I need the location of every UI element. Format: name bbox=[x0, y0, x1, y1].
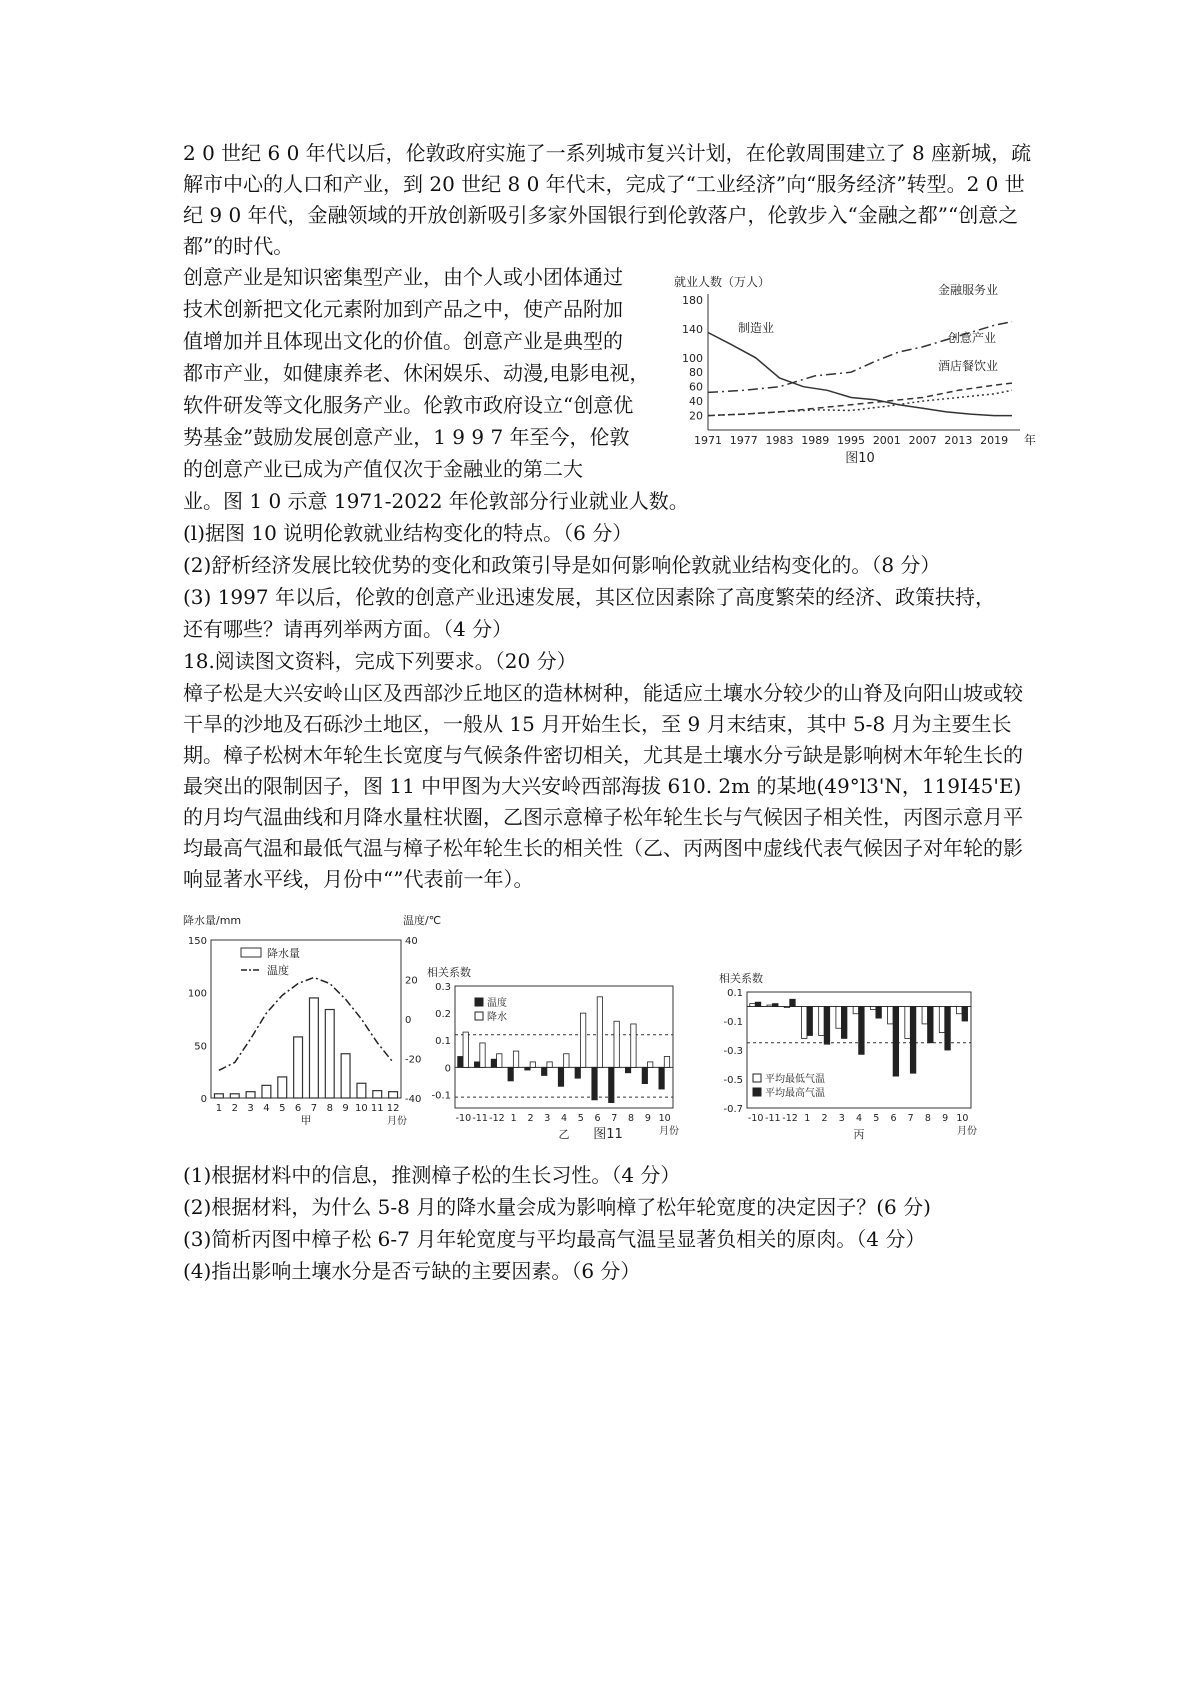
x-tick-label: 5 bbox=[279, 1103, 286, 1114]
correlation-bar bbox=[773, 1004, 779, 1007]
correlation-bar bbox=[614, 1021, 619, 1067]
correlation-bar bbox=[625, 1067, 630, 1072]
series-label: 创意产业 bbox=[948, 331, 997, 345]
correlation-bar bbox=[859, 1007, 865, 1055]
correlation-bar bbox=[664, 1056, 669, 1067]
correlation-bar bbox=[580, 1013, 585, 1067]
series-line-3 bbox=[708, 390, 1012, 415]
figure-caption: 图10 bbox=[845, 451, 875, 466]
correlation-bar bbox=[939, 1007, 945, 1033]
creative-line: 技术创新把文化元素附加到产品之中，使产品附加 bbox=[183, 297, 623, 321]
y-tick-label: -0.3 bbox=[723, 1046, 743, 1057]
correlation-bar bbox=[910, 1007, 916, 1074]
precipitation-bar bbox=[246, 1092, 255, 1098]
figure-10-employment-chart bbox=[672, 272, 1044, 492]
correlation-bar bbox=[648, 1062, 653, 1067]
x-tick-label: 2 bbox=[527, 1113, 534, 1124]
correlation-bar bbox=[542, 1067, 547, 1075]
y-axis-label: 就业人数（万人） bbox=[674, 275, 771, 289]
correlation-bar bbox=[491, 1059, 496, 1067]
precipitation-bar bbox=[262, 1085, 271, 1098]
x-tick-label: 10 bbox=[658, 1113, 671, 1124]
q18-question: (4)指出影响土壤水分是否亏缺的主要因素。（6 分） bbox=[183, 1259, 641, 1283]
sub-caption: 乙 bbox=[558, 1128, 570, 1141]
y-right-tick: -40 bbox=[405, 1094, 422, 1105]
correlation-bar bbox=[480, 1043, 485, 1067]
q17-item: (2)舒析经济发展比较优势的变化和政策引导是如何影响伦敦就业结构变化的。（8 分） bbox=[183, 553, 941, 577]
q17-item: 还有哪些？请再列举两方面。（4 分） bbox=[183, 617, 513, 641]
x-tick-label: 1983 bbox=[765, 434, 794, 447]
legend-swatch bbox=[475, 998, 483, 1006]
precipitation-bar bbox=[294, 1037, 303, 1098]
creative-line: 都市产业，如健康养老、休闲娱乐、动漫,电影电视， bbox=[183, 361, 650, 385]
y-tick-label: -0.1 bbox=[431, 1090, 451, 1102]
x-tick-label: 10 bbox=[355, 1103, 368, 1114]
q18-paragraph: 樟子松是大兴安岭山区及西部沙丘地区的造林树种，能适应土壤水分较少的山脊及向阳山坡或较干旱的沙地及石砾沙土地区，一般从 15 月开始生长，至 9 月末结束，其中 5-8 月为主要生长期。樟子松树木年轮生长宽度与气候条件密切相关，尤其是土壤水分亏缺是影响树木年轮生长的最突出的限制因子，图 11 中甲图为大兴安岭西部海拔 610. 2m 的某地(49°l3'N，119I45'E)的月均气温曲线和月降水量柱状圈，乙图示意樟子松年轮生长与气候因子相关性，丙图示意月平均最高气温和最低气温与樟子松年轮生长的相关性（乙、丙两图中虚线代表气候因子对年轮的影响显著水平线，月份中“”代表前一年）。 bbox=[183, 681, 1023, 891]
x-tick-label: 10 bbox=[956, 1113, 969, 1124]
x-tick-label: 3 bbox=[247, 1103, 254, 1114]
legend-swatch bbox=[475, 1012, 483, 1020]
x-tick-label: 2019 bbox=[980, 434, 1009, 447]
y-tick-label: 0 bbox=[444, 1063, 451, 1075]
y-tick-label: 0.1 bbox=[435, 1036, 451, 1048]
precipitation-bar bbox=[357, 1083, 366, 1098]
q18-question: (1)根据材料中的信息，推测樟子松的生长习性。（4 分） bbox=[183, 1163, 681, 1187]
correlation-bar bbox=[962, 1007, 968, 1022]
correlation-bar bbox=[525, 1067, 530, 1070]
x-tick-label: 9 bbox=[342, 1103, 349, 1114]
y-right-tick: 0 bbox=[405, 1015, 412, 1026]
x-tick-label: 1989 bbox=[801, 434, 830, 447]
correlation-bar bbox=[784, 1007, 790, 1008]
correlation-bar bbox=[945, 1007, 951, 1051]
y-tick-label: 80 bbox=[689, 366, 703, 380]
x-tick-label: 2007 bbox=[908, 434, 937, 447]
x-tick-label: 7 bbox=[310, 1103, 318, 1114]
y-tick-label: 40 bbox=[689, 395, 703, 409]
correlation-bar bbox=[957, 1007, 963, 1014]
correlation-bar bbox=[508, 1067, 513, 1081]
correlation-bar bbox=[876, 1007, 882, 1019]
x-tick-label: 11 bbox=[370, 1103, 384, 1114]
correlation-bar bbox=[767, 1005, 773, 1006]
correlation-bar bbox=[642, 1067, 647, 1083]
correlation-bar bbox=[463, 1032, 468, 1067]
y-tick-label: 0.3 bbox=[435, 982, 451, 993]
intro-paragraph: 2 0 世纪 6 0 年代以后，伦敦政府实施了一系列城市复兴计划，在伦敦周围建立了 8 座新城，疏解市中心的人口和产业，到 20 世纪 8 0 年代末，完成了“工业经济”向“服务经济”转型。2 0 世纪 9 0 年代，金融领域的开放创新吸引多家外国银行到伦敦落户，伦敦步入“金融之都”“创意之都”的时代。 bbox=[183, 141, 1032, 258]
plot-frame bbox=[211, 940, 401, 1098]
correlation-bar bbox=[790, 999, 796, 1006]
y-tick-label: 180 bbox=[682, 294, 703, 307]
correlation-bar bbox=[564, 1054, 569, 1068]
y-tick-label: 140 bbox=[682, 322, 703, 336]
legend-label: 平均最高气温 bbox=[765, 1088, 825, 1099]
x-tick-label: 12 bbox=[386, 1103, 400, 1114]
y-left-tick: 50 bbox=[194, 1041, 207, 1053]
x-tick-label: 7 bbox=[611, 1113, 618, 1124]
precipitation-bar bbox=[389, 1092, 398, 1098]
x-tick-label: 8 bbox=[326, 1103, 333, 1114]
correlation-bar bbox=[819, 1007, 825, 1036]
y-tick-label: -0.7 bbox=[723, 1104, 743, 1115]
x-tick-label: -10 bbox=[455, 1113, 472, 1124]
y-tick-label: -0.1 bbox=[723, 1017, 743, 1028]
y-right-tick: 40 bbox=[405, 936, 418, 947]
correlation-bar bbox=[905, 1007, 911, 1039]
precipitation-bar bbox=[325, 1010, 334, 1098]
y-right-label: 温度/℃ bbox=[403, 914, 442, 927]
y-axis-label: 相关系数 bbox=[719, 972, 763, 985]
correlation-bar bbox=[801, 1007, 807, 1039]
precipitation-bar bbox=[373, 1091, 382, 1098]
y-right-tick: -20 bbox=[405, 1054, 422, 1066]
sub-caption: 甲 bbox=[300, 1114, 312, 1127]
correlation-bar bbox=[893, 1007, 899, 1077]
x-tick-label: 3 bbox=[544, 1113, 551, 1124]
x-tick-label: 5 bbox=[873, 1113, 880, 1124]
precipitation-bar bbox=[341, 1054, 350, 1098]
creative-line: 创意产业是知识密集型产业，由个人或小团体通过 bbox=[183, 265, 623, 289]
temperature-line bbox=[219, 978, 393, 1071]
y-tick-label: 20 bbox=[689, 409, 703, 423]
correlation-bar bbox=[609, 1067, 614, 1102]
x-tick-label: -12 bbox=[489, 1113, 505, 1124]
correlation-bar bbox=[592, 1067, 597, 1100]
correlation-bar bbox=[547, 1062, 552, 1067]
q18-question: (3)简析丙图中樟子松 6-7 月年轮宽度与平均最高气温呈显著负相关的原肉。（4 分） bbox=[183, 1227, 926, 1251]
x-tick-label: 2 bbox=[821, 1113, 828, 1124]
creative-line: 值增加并且体现出文化的价值。创意产业是典型的 bbox=[183, 329, 623, 353]
x-axis-label: 月份 bbox=[387, 1116, 407, 1127]
precipitation-bar bbox=[309, 998, 318, 1098]
y-left-tick: 0 bbox=[200, 1094, 207, 1105]
x-tick-label: 6 bbox=[890, 1113, 897, 1124]
y-left-label: 降水量/mm bbox=[183, 914, 242, 927]
x-tick-label: -10 bbox=[747, 1113, 764, 1124]
y-tick-label: -0.5 bbox=[723, 1075, 743, 1086]
x-tick-label: 1 bbox=[215, 1103, 223, 1114]
correlation-bar bbox=[870, 1007, 876, 1010]
precipitation-bar bbox=[278, 1077, 287, 1098]
x-tick-label: 3 bbox=[838, 1113, 845, 1124]
x-tick-label: 9 bbox=[644, 1113, 651, 1124]
correlation-bar bbox=[530, 1062, 535, 1067]
series-label: 制造业 bbox=[738, 321, 775, 335]
y-tick-label: 60 bbox=[689, 380, 703, 394]
figure-caption: 图11 bbox=[593, 1127, 623, 1142]
correlation-bar bbox=[807, 1007, 813, 1036]
correlation-bar bbox=[575, 1067, 580, 1078]
x-axis-label: 月份 bbox=[659, 1126, 679, 1137]
x-tick-label: 4 bbox=[855, 1113, 863, 1124]
q17-item: (3) 1997 年以后，伦敦的创意产业迅速发展，其区位因素除了高度繁荣的经济、政策扶持， bbox=[183, 585, 995, 609]
correlation-bar bbox=[497, 1054, 502, 1068]
correlation-bar bbox=[558, 1067, 563, 1086]
correlation-bar bbox=[824, 1007, 830, 1045]
series-line-2 bbox=[708, 383, 1012, 416]
correlation-bar bbox=[841, 1007, 847, 1039]
q17-item: (l)据图 10 说明伦敦就业结构变化的特点。（6 分） bbox=[183, 521, 633, 545]
legend-label: 降水 bbox=[487, 1012, 507, 1023]
x-axis-label: 月份 bbox=[957, 1126, 977, 1137]
legend-label: 温度 bbox=[487, 998, 507, 1009]
figure-11-climate-charts bbox=[183, 912, 1033, 1142]
series-label: 金融服务业 bbox=[938, 283, 999, 297]
q18-question: (2)根据材料，为什么 5-8 月的降水量会成为影响樟了松年轮宽度的决定因子？(6 分) bbox=[183, 1195, 931, 1219]
x-tick-label: 6 bbox=[594, 1113, 601, 1124]
correlation-bar bbox=[836, 1007, 842, 1029]
x-tick-label: 2 bbox=[231, 1103, 238, 1114]
legend-swatch bbox=[753, 1074, 761, 1082]
y-right-tick: 20 bbox=[405, 975, 418, 987]
precipitation-bar bbox=[230, 1094, 239, 1098]
x-axis-label: 年 bbox=[1024, 433, 1037, 447]
series-label: 酒店餐饮业 bbox=[938, 359, 999, 373]
x-tick-label: 1971 bbox=[694, 434, 722, 447]
x-tick-label: 2013 bbox=[944, 434, 973, 447]
x-tick-label: 2001 bbox=[872, 434, 901, 447]
x-tick-label: 1 bbox=[510, 1113, 517, 1124]
creative-line: 业。图 1 0 示意 1971-2022 年伦敦部分行业就业人数。 bbox=[183, 489, 689, 513]
y-left-tick: 150 bbox=[187, 936, 207, 947]
correlation-bar bbox=[458, 1056, 463, 1067]
y-axis-label: 相关系数 bbox=[427, 966, 471, 979]
legend-label: 温度 bbox=[267, 964, 289, 977]
legend-swatch bbox=[753, 1088, 761, 1096]
x-tick-label: -11 bbox=[765, 1113, 781, 1124]
y-tick-label: 0.2 bbox=[435, 1009, 451, 1021]
y-left-tick: 100 bbox=[187, 988, 207, 1000]
correlation-bar bbox=[922, 1007, 928, 1024]
creative-line: 势基金”鼓励发展创意产业，1 9 9 7 年至今，伦敦 bbox=[183, 425, 630, 449]
correlation-bar bbox=[888, 1007, 894, 1024]
precipitation-bar bbox=[214, 1094, 223, 1098]
correlation-bar bbox=[750, 1004, 756, 1007]
x-tick-label: 5 bbox=[577, 1113, 584, 1124]
sub-caption: 丙 bbox=[853, 1128, 865, 1141]
x-tick-label: 7 bbox=[907, 1113, 914, 1124]
legend-bar-swatch bbox=[241, 948, 261, 957]
x-tick-label: -11 bbox=[472, 1113, 488, 1124]
legend-label: 降水量 bbox=[267, 947, 300, 960]
x-tick-label: 8 bbox=[628, 1113, 635, 1124]
x-tick-label: 4 bbox=[560, 1113, 568, 1124]
legend-label: 平均最低气温 bbox=[765, 1074, 825, 1085]
x-tick-label: 1 bbox=[804, 1113, 811, 1124]
x-tick-label: 8 bbox=[924, 1113, 931, 1124]
correlation-bar bbox=[474, 1062, 479, 1067]
correlation-bar bbox=[928, 1007, 934, 1043]
correlation-bar bbox=[513, 1051, 518, 1067]
x-tick-label: 1977 bbox=[729, 434, 758, 447]
x-tick-label: 1995 bbox=[837, 434, 866, 447]
x-tick-label: 6 bbox=[294, 1103, 302, 1114]
correlation-bar bbox=[631, 1024, 636, 1067]
x-tick-label: -12 bbox=[782, 1113, 798, 1124]
y-tick-label: 100 bbox=[682, 351, 703, 365]
x-tick-label: 4 bbox=[263, 1103, 270, 1114]
creative-line: 的创意产业已成为产值仅次于金融业的第二大 bbox=[183, 457, 583, 481]
y-tick-label: 0.1 bbox=[727, 988, 743, 999]
q18-title: 18.阅读图文资料，完成下列要求。（20 分） bbox=[183, 649, 577, 673]
correlation-bar bbox=[853, 1007, 859, 1014]
x-tick-label: 9 bbox=[942, 1113, 949, 1124]
creative-line: 软件研发等文化服务产业。伦敦市政府设立“创意优 bbox=[183, 393, 634, 417]
correlation-bar bbox=[659, 1067, 664, 1089]
correlation-bar bbox=[597, 997, 602, 1067]
correlation-bar bbox=[755, 1002, 761, 1006]
